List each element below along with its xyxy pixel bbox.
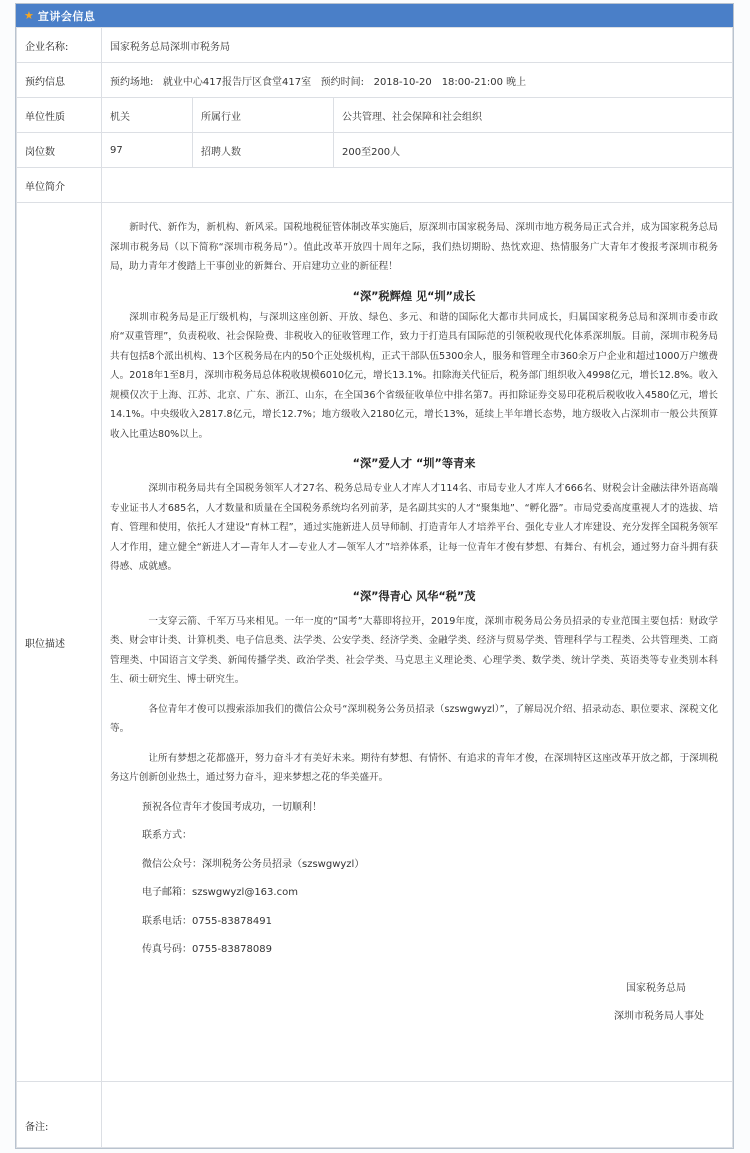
venue-label: 预约场地: [110, 76, 154, 88]
industry-value: 公共管理、社会保障和社会组织 [334, 98, 733, 133]
venue-value: 就业中心417报告厅区食堂417室 [162, 76, 312, 88]
contact-title: 联系方式： [142, 830, 192, 841]
star-icon: ★ [24, 9, 34, 22]
time-label: 预约时间: [320, 76, 365, 88]
booking-value [102, 63, 733, 98]
panel-header [16, 4, 733, 27]
row-company [17, 28, 733, 63]
notes-value [102, 1082, 733, 1148]
company-value: 国家税务总局深圳市税务局 [102, 28, 733, 63]
description-body [102, 203, 733, 1082]
hires-label: 招聘人数 [193, 133, 334, 168]
industry-label: 所属行业 [193, 98, 334, 133]
paragraph-majors: 一支穿云箭、千军万马来相见。一年一度的“国考”大幕即将拉开，2019年度，深圳市税务局公务员招录的专业范围主要包括：财政学类、财会审计类、计算机类、电子信息类、法学类、公安学类、经济学类、金融学类、经济与贸易学类、管理科学与工程类、公共管理类、工商管理类、中国语言文学类、新闻传播学类、政治学类、社会学类、马克思主义理论类、心理学类、数学类、统计学类、英语类等专业类别本科生、硕士研究生、博士研究生。 [110, 615, 718, 685]
paragraph-growth: 深圳市税务局是正厅级机构，与深圳这座创新、开放、绿色、多元、和谐的国际化大都市共同成长，归属国家税务总局和深圳市委市政府“双重管理”，负责税收、社会保险费、非税收入的征收管理工作，致力于打造具有国际范的引领税收现代化体系深圳版。目前，深圳市税务局共有包括8个派出机构、13个区税务局在内的50个正处级机构，正式干部队伍5300余人，服务和管理全市360余万户企业和超过1000万户缴费人。2018年1至8月，深圳市税务局总体税收规模6010亿元，增长13.1%。扣除海关代征后，税务部门组织收入4998亿元，增长12.8%。收入规模仅次于上海、江苏、北京、广东、浙江、山东，在全国36个省级征收单位中排名第7。再扣除证券交易印花税后税收收入4580亿元，增长14.1%。中央级收入2817.8亿元，增长12.7%；地方级收入2180亿元，增长13%，延续上半年增长态势，地方级收入占深圳市一般公共预算收入比重达80%以上。 [110, 311, 719, 440]
nature-label: 单位性质 [17, 98, 102, 133]
wish-line: 预祝各位青年才俊国考成功，一切顺利！ [142, 801, 322, 813]
recruitment-info-panel [15, 3, 734, 1149]
section-heading-1: “深”税辉煌 见“圳”成长 [352, 289, 476, 303]
contact-fax: 传真号码：0755-83878089 [142, 944, 272, 955]
description-label: 职位描述 [17, 203, 102, 1082]
row-description [17, 203, 733, 1082]
info-table [16, 27, 733, 1148]
positions-label: 岗位数 [17, 133, 102, 168]
row-notes [17, 1082, 733, 1148]
hires-value: 200至200人 [334, 133, 733, 168]
contact-email[interactable]: 电子邮箱：szswgwyzl@163.com [142, 887, 298, 898]
row-positions [17, 133, 733, 168]
row-intro [17, 168, 733, 203]
contact-phone: 联系电话：0755-83878491 [142, 915, 272, 927]
company-label: 企业名称: [17, 28, 102, 63]
section-heading-2: “深”爱人才 “圳”等青来 [352, 457, 476, 470]
section-heading-3: “深”得青心 风华“税”茂 [352, 589, 476, 603]
paragraph-wechat: 各位青年才俊可以搜索添加我们的微信公众号“深圳税务公务员招录（szswgwyzl）”，了解局况介绍、招录动态、职位要求、深税文化等。 [110, 703, 718, 734]
positions-value: 97 [102, 133, 193, 168]
contact-wechat: 微信公众号：深圳税务公务员招录（szswgwyzl） [142, 858, 365, 870]
notes-label: 备注: [17, 1082, 102, 1148]
nature-value: 机关 [102, 98, 193, 133]
paragraph-dream: 让所有梦想之花都盛开，努力奋斗才有美好未来。期待有梦想、有情怀、有追求的青年才俊，在深圳特区这座改革开放之都，于深圳税务这片创新创业热土，通过努力奋斗，迎来梦想之花的华美盛开。 [110, 752, 718, 783]
intro-value [102, 168, 733, 203]
booking-label: 预约信息 [17, 63, 102, 98]
paragraph-talent: 深圳市税务局共有全国税务领军人才27名、税务总局专业人才库人才114名、市局专业人才库人才666名、财税会计金融法律外语高端专业证书人才685名，人才数量和质量在全国税务系统均名列前茅，是名副其实的人才“聚集地”、“孵化器”。市局党委高度重视人才的选拔、培育、管理和使用，依托人才建设“育林工程”，通过实施新进人员导师制、打造青年人才培养平台、强化专业人才库建设、充分发挥全国税务领军人才作用，建立健全“新进人才—青年人才—专业人才—领军人才”培养体系，让每一位青年才俊有梦想、有舞台、有机会，通过努力奋斗拥有获得感、成就感。 [110, 483, 718, 572]
panel-title: 宣讲会信息 [37, 9, 96, 23]
signature-org: 国家税务总局 [626, 982, 686, 994]
row-nature [17, 98, 733, 133]
intro-label: 单位简介 [17, 168, 102, 203]
paragraph-intro: 新时代、新作为，新机构、新风采。国税地税征管体制改革实施后，原深圳市国家税务局、深圳市地方税务局正式合并，成为国家税务总局深圳市税务局（以下简称“深圳市税务局”）。值此改革开放四十周年之际，我们热切期盼、热忱欢迎、热情服务广大青年才俊报考深圳市税务局，助力青年才俊踏上干事创业的新舞台、开启建功立业的新征程！ [110, 222, 718, 272]
time-value: 2018-10-20 18:00-21:00 晚上 [373, 76, 527, 88]
signature-dept: 深圳市税务局人事处 [614, 1010, 704, 1022]
row-booking [17, 63, 733, 98]
